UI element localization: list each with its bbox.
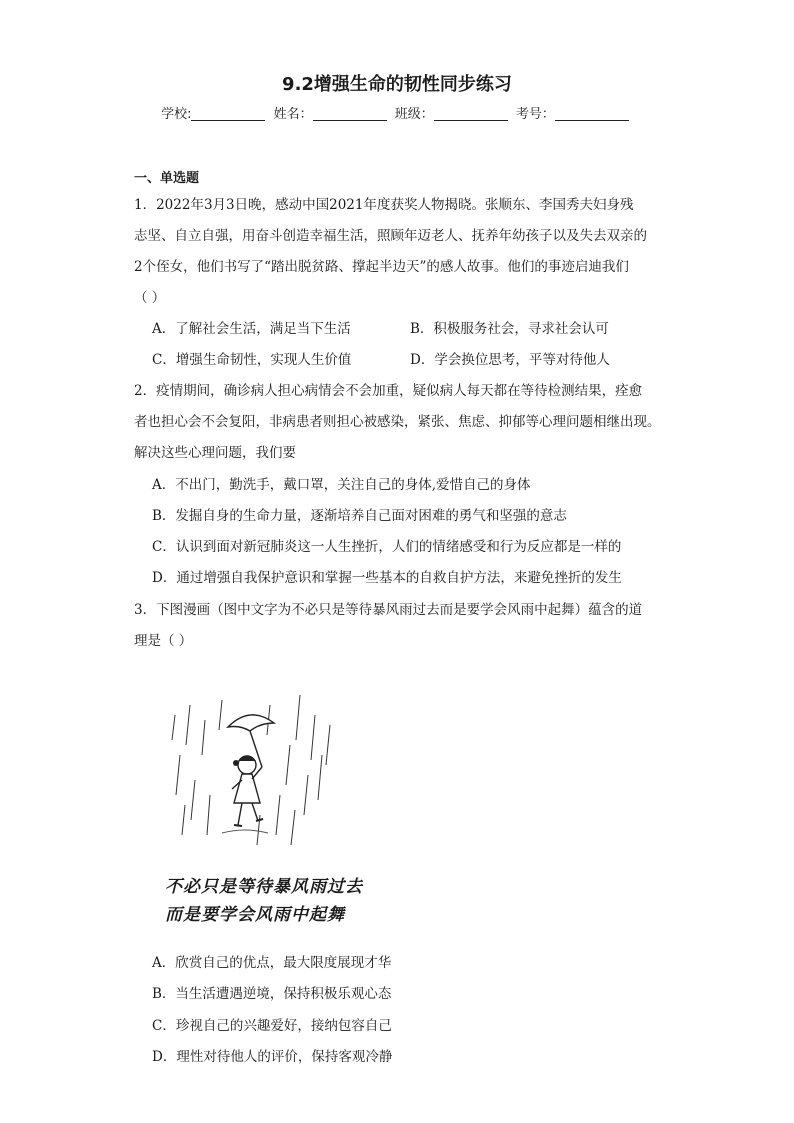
q3-option-b[interactable]: B．当生活遭遇逆境，保持积极乐观心态 [152, 986, 392, 1002]
q3-option-a[interactable]: A．欣赏自己的优点，最大限度展现才华 [152, 955, 392, 971]
cartoon-caption-line-1: 不必只是等待暴风雨过去 [165, 877, 363, 897]
q1-stem-line-4: （ ） [134, 290, 166, 306]
q2-option-c[interactable]: C．认识到面对新冠肺炎这一人生挫折，人们的情绪感受和行为反应都是一样的 [152, 539, 622, 555]
q2-option-b[interactable]: B．发掘自身的生命力量，逐渐培养自己面对困难的勇气和坚强的意志 [152, 508, 567, 524]
student-info-line [0, 103, 794, 122]
q2-option-a[interactable]: A．不出门，勤洗手，戴口罩，关注自己的身体,爱惜自己的身体 [152, 477, 531, 493]
class-blank[interactable] [434, 106, 508, 121]
q1-option-d[interactable]: D．学会换位思考，平等对待他人 [410, 352, 610, 368]
page-title: 9.2增强生命的韧性同步练习 [282, 74, 512, 95]
q2-option-d[interactable]: D．通过增强自我保护意识和掌握一些基本的自救自护方法，来避免挫折的发生 [152, 570, 622, 586]
school-blank[interactable] [191, 106, 265, 121]
q3-stem-line-2: 理是（ ） [134, 633, 193, 649]
q3-stem-line-1: 3．下图漫画（图中文字为不必只是等待暴风雨过去而是要学会风雨中起舞）蕴含的道 [134, 602, 643, 618]
name-label: 姓名： [273, 107, 313, 122]
section-title: 一、单选题 [134, 171, 200, 186]
q1-stem-line-2: 志坚、自立自强，用奋斗创造幸福生活，照顾年迈老人、抚养年幼孩子以及失去双亲的 [134, 228, 647, 244]
name-blank[interactable] [313, 106, 387, 121]
q2-stem-line-3: 解决这些心理问题，我们要 [134, 445, 296, 461]
exam-number-label: 考号： [515, 107, 555, 122]
cartoon-caption-line-2: 而是要学会风雨中起舞 [165, 905, 345, 925]
q3-option-d[interactable]: D．理性对待他人的评价，保持客观冷静 [152, 1049, 393, 1065]
q1-option-b[interactable]: B．积极服务社会，寻求社会认可 [410, 321, 609, 337]
school-label: 学校: [161, 107, 192, 122]
q1-option-c[interactable]: C．增强生命韧性，实现人生价值 [152, 352, 352, 368]
q3-option-c[interactable]: C．珍视自己的兴趣爱好，接纳包容自己 [152, 1018, 392, 1034]
q2-stem-line-1: 2．疫情期间，确诊病人担心病情会不会加重，疑似病人每天都在等待检测结果，痊愈 [134, 383, 643, 399]
q1-option-a[interactable]: A．了解社会生活，满足当下生活 [152, 321, 351, 337]
q1-stem-line-3: 2个侄女，他们书写了“踏出脱贫路、撑起半边天”的感人故事。他们的事迹启迪我们 [134, 259, 629, 275]
q2-stem-line-2: 者也担心会不会复阳，非病患者则担心被感染，紧张、焦虑、抑郁等心理问题相继出现。 [134, 414, 661, 430]
exam-number-blank[interactable] [555, 106, 629, 121]
class-label: 班级： [394, 107, 434, 122]
cartoon-illustration [150, 685, 370, 855]
q1-stem-line-1: 1．2022年3月3日晚，感动中国2021年度获奖人物揭晓。张顺东、李国秀夫妇身残 [134, 197, 634, 213]
